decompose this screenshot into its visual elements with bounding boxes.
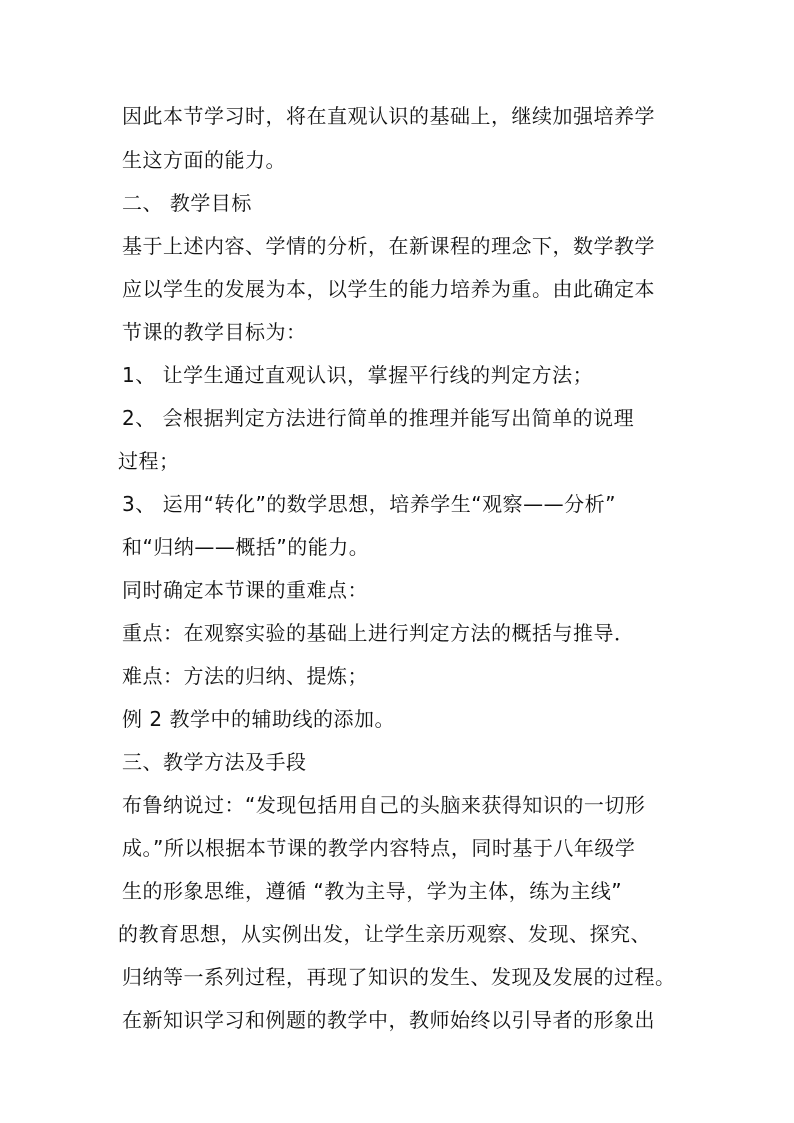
paragraph-line: 生这方面的能力。 (122, 148, 286, 172)
section-heading-teaching-methods: 三、教学方法及手段 (122, 750, 307, 774)
goal-item-1: 1、 让学生通过直观认识，掌握平行线的判定方法； (122, 363, 594, 387)
goal-item-3: 3、 运用“转化”的数学思想，培养学生“观察——分析” (122, 492, 617, 516)
paragraph-line: 归纳等一系列过程，再现了知识的发生、发现及发展的过程。 (122, 965, 676, 989)
paragraph-line: 基于上述内容、学情的分析，在新课程的理念下，数学教学 (122, 234, 655, 258)
goal-item-3-continuation: 和“归纳——概括”的能力。 (122, 535, 370, 559)
paragraph-line: 节课的教学目标为： (122, 320, 307, 344)
paragraph-line: 应以学生的发展为本，以学生的能力培养为重。由此确定本 (122, 277, 655, 301)
goal-item-2: 2、 会根据判定方法进行简单的推理并能写出简单的说理 (122, 406, 635, 430)
key-point-line: 重点：在观察实验的基础上进行判定方法的概括与推导． (122, 621, 635, 645)
goal-item-2-continuation: 过程； (118, 449, 180, 473)
paragraph-line: 生的形象思维，遵循 “教为主导，学为主体，练为主线” (122, 879, 623, 903)
paragraph-line: 例 2 教学中的辅助线的添加。 (122, 707, 395, 731)
paragraph-line: 的教育思想，从实例出发，让学生亲历观察、发现、探究、 (118, 922, 651, 946)
section-heading-teaching-goals: 二、 教学目标 (122, 191, 252, 215)
paragraph-line: 布鲁纳说过：“发现包括用自己的头脑来获得知识的一切形 (122, 793, 646, 817)
paragraph-line: 同时确定本节课的重难点： (122, 578, 368, 602)
paragraph-line: 因此本节学习时，将在直观认识的基础上，继续加强培养学 (122, 104, 655, 128)
paragraph-line: 在新知识学习和例题的教学中，教师始终以引导者的形象出 (122, 1008, 655, 1032)
paragraph-line: 成。”所以根据本节课的教学内容特点，同时基于八年级学 (122, 836, 636, 860)
difficult-point-line: 难点：方法的归纳、提炼； (122, 664, 368, 688)
